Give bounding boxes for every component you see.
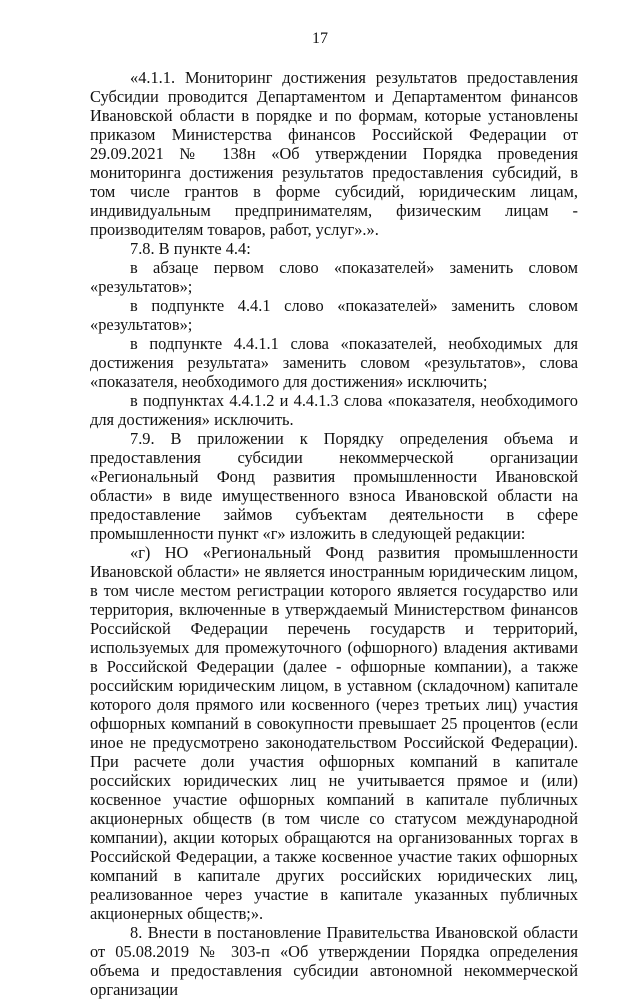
paragraph-7-9: 7.9. В приложении к Порядку определения объема и предоставления субсидии некоммерческой организации «Региональный Фонд развития промышленности Ивановской области» в виде имущественного взноса Ивановской области на предоставление займов субъектам деятельности в сфере промышленности пункт «г» изложить в следующей редакции: bbox=[90, 429, 578, 543]
paragraph-item-g: «г) НО «Региональный Фонд развития промышленности Ивановской области» не является иностранным юридическим лицом, в том числе местом регистрации которого является государство или территория, включенные в утверждаемый Министерством финансов Российской Федерации перечень государств и территорий, используемых для промежуточного (офшорного) владения активами в Российской Федерации (далее - офшорные компании), а также российским юридическим лицом, в уставном (складочном) капитале которого доля прямого или косвенного (через третьих лиц) участия офшорных компаний в совокупности превышает 25 процентов (если иное не предусмотрено законодательством Российской Федерации). При расчете доли участия офшорных компаний в капитале российских юридических лиц не учитывается прямое и (или) косвенное участие офшорных компаний в капитале публичных акционерных обществ (в том числе со статусом международной компании), акции которых обращаются на организованных торгах в Российской Федерации, а также косвенное участие таких офшорных компаний в капитале других российских юридических лиц, реализованное через участие в капитале указанных публичных акционерных обществ;». bbox=[90, 543, 578, 923]
paragraph-7-8-a: в абзаце первом слово «показателей» заменить словом «результатов»; bbox=[90, 258, 578, 296]
paragraph-4-1-1: «4.1.1. Мониторинг достижения результатов предоставления Субсидии проводится Департаментом и Департаментом финансов Ивановской области в порядке и по формам, которые установлены приказом Министерства финансов Российской Федерации от 29.09.2021 № 138н «Об утверждении Порядка проведения мониторинга достижения результатов предоставления субсидий, в том числе грантов в форме субсидий, юридическим лицам, индивидуальным предпринимателям, физическим лицам - производителям товаров, работ, услуг».». bbox=[90, 68, 578, 239]
document-body bbox=[90, 68, 578, 999]
paragraph-8: 8. Внести в постановление Правительства Ивановской области от 05.08.2019 № 303-п «Об утверждении Порядка определения объема и предоставления субсидии автономной некоммерческой организации bbox=[90, 923, 578, 999]
paragraph-7-8-d: в подпунктах 4.4.1.2 и 4.4.1.3 слова «показателя, необходимого для достижения» исключить. bbox=[90, 391, 578, 429]
paragraph-7-8-b: в подпункте 4.4.1 слово «показателей» заменить словом «результатов»; bbox=[90, 296, 578, 334]
page-number: 17 bbox=[312, 30, 328, 47]
paragraph-7-8-c: в подпункте 4.4.1.1 слова «показателей, необходимых для достижения результата» заменить словом «результатов», слова «показателя, необходимого для достижения» исключить; bbox=[90, 334, 578, 391]
paragraph-7-8: 7.8. В пункте 4.4: bbox=[130, 239, 251, 258]
